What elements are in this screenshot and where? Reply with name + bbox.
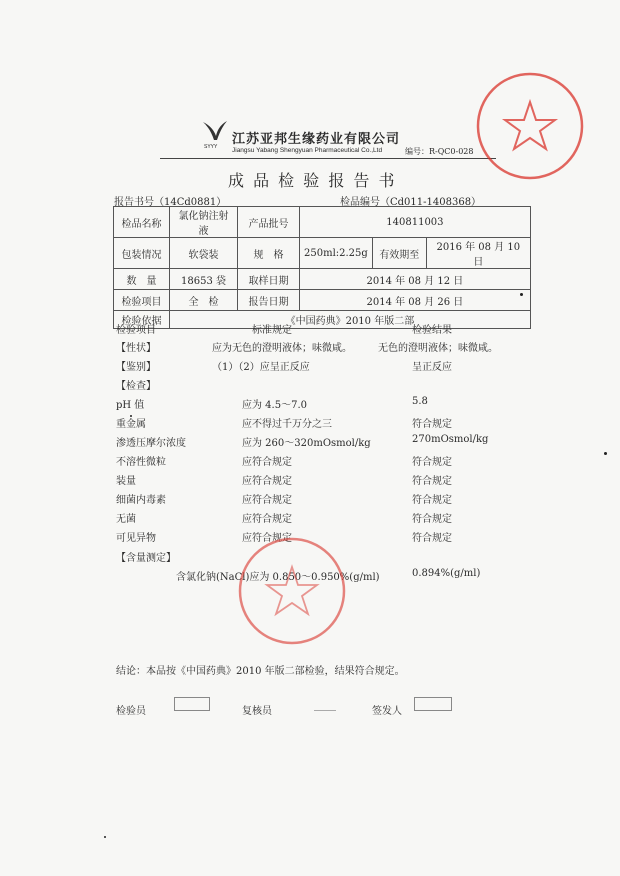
inspector-label: 检验员 bbox=[116, 706, 146, 717]
check-standard: 应为 260～320mOsmol/kg bbox=[242, 438, 371, 449]
inspection-basis: 《中国药典》2010 年版二部 bbox=[170, 311, 531, 329]
batch-label: 产品批号 bbox=[238, 207, 300, 238]
properties-standard: 应为无色的澄明液体；味微咸。 bbox=[212, 343, 352, 354]
assay-section: 【含量测定】 bbox=[116, 553, 176, 564]
table-row bbox=[114, 290, 531, 311]
product-name: 氯化钠注射液 bbox=[170, 207, 238, 238]
check-result: 符合规定 bbox=[412, 457, 452, 468]
quantity: 18653 袋 bbox=[170, 269, 238, 290]
identification-standard: （1）（2）应呈正反应 bbox=[212, 362, 310, 373]
packaging: 软袋装 bbox=[170, 238, 238, 269]
report-date-label: 报告日期 bbox=[238, 290, 300, 311]
product-info-table bbox=[113, 206, 531, 329]
company-name-cn: 江苏亚邦生缘药业有限公司 bbox=[232, 132, 401, 147]
issuer-signature bbox=[414, 697, 452, 711]
document-code: 编号：R-QC0-028 bbox=[405, 147, 474, 156]
sampling-date: 2014 年 08 月 12 日 bbox=[300, 269, 531, 290]
properties-section: 【性状】 bbox=[116, 343, 156, 354]
check-standard: 应符合规定 bbox=[242, 457, 292, 468]
check-standard: 应不得过千万分之三 bbox=[242, 419, 332, 430]
check-item: 无菌 bbox=[116, 514, 136, 525]
check-result: 符合规定 bbox=[412, 419, 452, 430]
expiry-date: 2016 年 08 月 10 日 bbox=[426, 238, 530, 269]
batch-number: 140811003 bbox=[300, 207, 531, 238]
check-result: 符合规定 bbox=[412, 476, 452, 487]
check-item: 渗透压摩尔浓度 bbox=[116, 438, 186, 449]
company-logo bbox=[200, 118, 230, 152]
col-standard-header: 标准规定 bbox=[252, 325, 292, 336]
check-result: 270mOsmol/kg bbox=[412, 434, 489, 445]
inspection-number: 检品编号（Cd011-1408368） bbox=[340, 197, 482, 208]
issuer-label: 签发人 bbox=[372, 706, 402, 717]
company-seal-bottom bbox=[236, 535, 348, 647]
header-rule bbox=[160, 158, 496, 159]
report-date: 2014 年 08 月 26 日 bbox=[300, 290, 531, 311]
scan-speck bbox=[604, 452, 607, 455]
check-item: 装量 bbox=[116, 476, 136, 487]
check-item: 重金属 bbox=[116, 419, 146, 430]
identification-result: 呈正反应 bbox=[412, 362, 452, 373]
check-result: 符合规定 bbox=[412, 495, 452, 506]
check-item: pH 值 bbox=[116, 400, 145, 411]
check-standard: 应符合规定 bbox=[242, 495, 292, 506]
table-row bbox=[114, 269, 531, 290]
check-item: 不溶性微粒 bbox=[116, 457, 166, 468]
packaging-label: 包装情况 bbox=[114, 238, 170, 269]
check-standard: 应符合规定 bbox=[242, 514, 292, 525]
product-name-label: 检品名称 bbox=[114, 207, 170, 238]
quantity-label: 数 量 bbox=[114, 269, 170, 290]
report-title: 成 品 检 验 报 告 书 bbox=[228, 171, 397, 190]
properties-result: 无色的澄明液体；味微咸。 bbox=[378, 343, 498, 354]
check-section: 【检查】 bbox=[116, 381, 156, 392]
table-row bbox=[114, 311, 531, 329]
assay-result: 0.894%(g/ml) bbox=[412, 568, 481, 579]
scan-speck bbox=[104, 836, 106, 838]
spec-label: 规 格 bbox=[238, 238, 300, 269]
check-item: 细菌内毒素 bbox=[116, 495, 166, 506]
check-result: 符合规定 bbox=[412, 533, 452, 544]
scan-speck bbox=[520, 293, 523, 296]
conclusion: 结论：本品按《中国药典》2010 年版二部检验，结果符合规定。 bbox=[116, 666, 405, 677]
expiry-label: 有效期至 bbox=[372, 238, 426, 269]
table-row bbox=[114, 207, 531, 238]
spec: 250ml:2.25g bbox=[300, 238, 373, 269]
basis-label: 检验依据 bbox=[114, 311, 170, 329]
report-number: 报告书号（14Cd0881） bbox=[114, 197, 227, 208]
check-standard: 应符合规定 bbox=[242, 476, 292, 487]
col-result-header: 检验结果 bbox=[412, 325, 452, 336]
check-standard: 应符合规定 bbox=[242, 533, 292, 544]
check-result: 5.8 bbox=[412, 396, 428, 407]
check-item: 可见异物 bbox=[116, 533, 156, 544]
inspector-signature bbox=[174, 697, 210, 711]
table-row bbox=[114, 238, 531, 269]
company-seal-top bbox=[474, 70, 586, 182]
check-result: 符合规定 bbox=[412, 514, 452, 525]
inspection-item: 全 检 bbox=[170, 290, 238, 311]
reviewer-signature bbox=[314, 700, 336, 711]
check-standard: 应为 4.5～7.0 bbox=[242, 400, 307, 411]
col-item-header: 检验项目 bbox=[116, 325, 156, 336]
logo-text: SYYY bbox=[204, 144, 218, 150]
sampling-date-label: 取样日期 bbox=[238, 269, 300, 290]
assay-standard: 含氯化钠(NaCl)应为 0.850～0.950%(g/ml) bbox=[176, 572, 380, 583]
reviewer-label: 复核员 bbox=[242, 706, 272, 717]
company-name-en: Jiangsu Yabang Shengyuan Pharmaceutical Co.,Ltd bbox=[232, 147, 383, 154]
inspection-item-label: 检验项目 bbox=[114, 290, 170, 311]
identification-section: 【鉴别】 bbox=[116, 362, 156, 373]
scan-speck bbox=[130, 415, 132, 417]
